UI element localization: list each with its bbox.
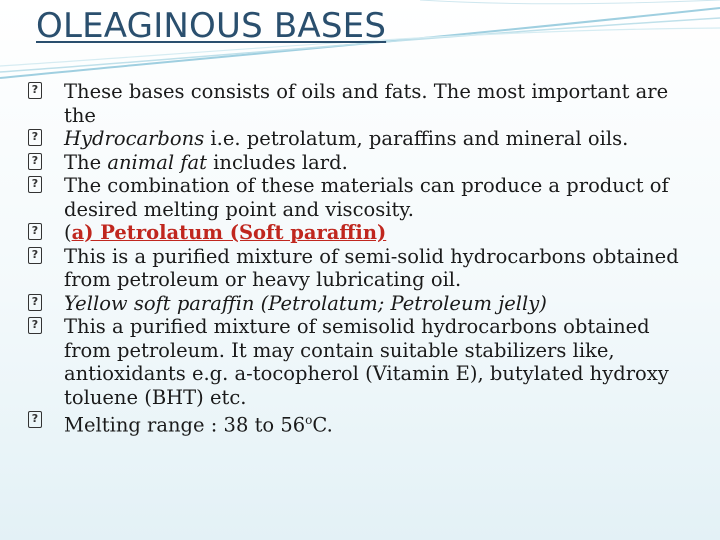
bullet-text: This is a purified mixture of semi-solid hydrocarbons obtained from petroleum or heavy lubricating oil.	[64, 244, 679, 291]
bullet-text-italic: Yellow soft paraffin (Petrolatum; Petroleum jelly)	[64, 291, 547, 315]
bullet-text: i.e. petrolatum, paraffins and mineral oils.	[204, 127, 629, 150]
list-item	[28, 315, 692, 409]
bullet-glyph-icon: ?	[28, 411, 42, 428]
bullet-text: This a purified mixture of semisolid hydrocarbons obtained from petroleum. It may contain suitable stabilizers like, antioxidants e.g. a-tocopherol (Vitamin E), butylated hydroxy toluene (BHT) etc.	[64, 315, 669, 409]
bullet-text: The	[64, 150, 108, 174]
bullet-text: These bases consists of oils and fats. The most important are the	[64, 80, 669, 127]
list-item	[28, 174, 692, 221]
bullet-glyph-icon: ?	[28, 247, 42, 264]
degree-superscript: o	[305, 413, 313, 427]
bullet-glyph-icon: ?	[28, 129, 42, 146]
bullet-text-italic: Hydrocarbons	[64, 127, 205, 150]
bullet-glyph-icon: ?	[28, 294, 42, 311]
bullet-glyph-icon: ?	[28, 82, 42, 99]
bullet-text: (	[64, 221, 72, 244]
list-item	[28, 221, 692, 245]
bullet-text: Melting range : 38 to 56	[64, 413, 306, 437]
list-item	[28, 409, 692, 437]
slide-title: OLEAGINOUS BASES	[36, 6, 387, 46]
bullet-text-italic: animal fat	[107, 150, 207, 174]
bullet-glyph-icon: ?	[28, 176, 42, 193]
bullet-glyph-icon: ?	[28, 153, 42, 170]
list-item	[28, 80, 692, 127]
bullet-list	[28, 80, 692, 437]
list-item	[28, 292, 692, 316]
bullet-glyph-icon: ?	[28, 317, 42, 334]
list-item	[28, 151, 692, 175]
section-heading-link: a) Petrolatum (Soft paraffin)	[71, 221, 387, 244]
bullet-text: includes lard.	[206, 150, 348, 174]
bullet-glyph-icon: ?	[28, 223, 42, 240]
list-item	[28, 127, 692, 151]
bullet-text: C.	[312, 413, 333, 437]
bullet-text: The combination of these materials can produce a product of desired melting point and viscosity.	[64, 174, 669, 221]
list-item	[28, 245, 692, 292]
